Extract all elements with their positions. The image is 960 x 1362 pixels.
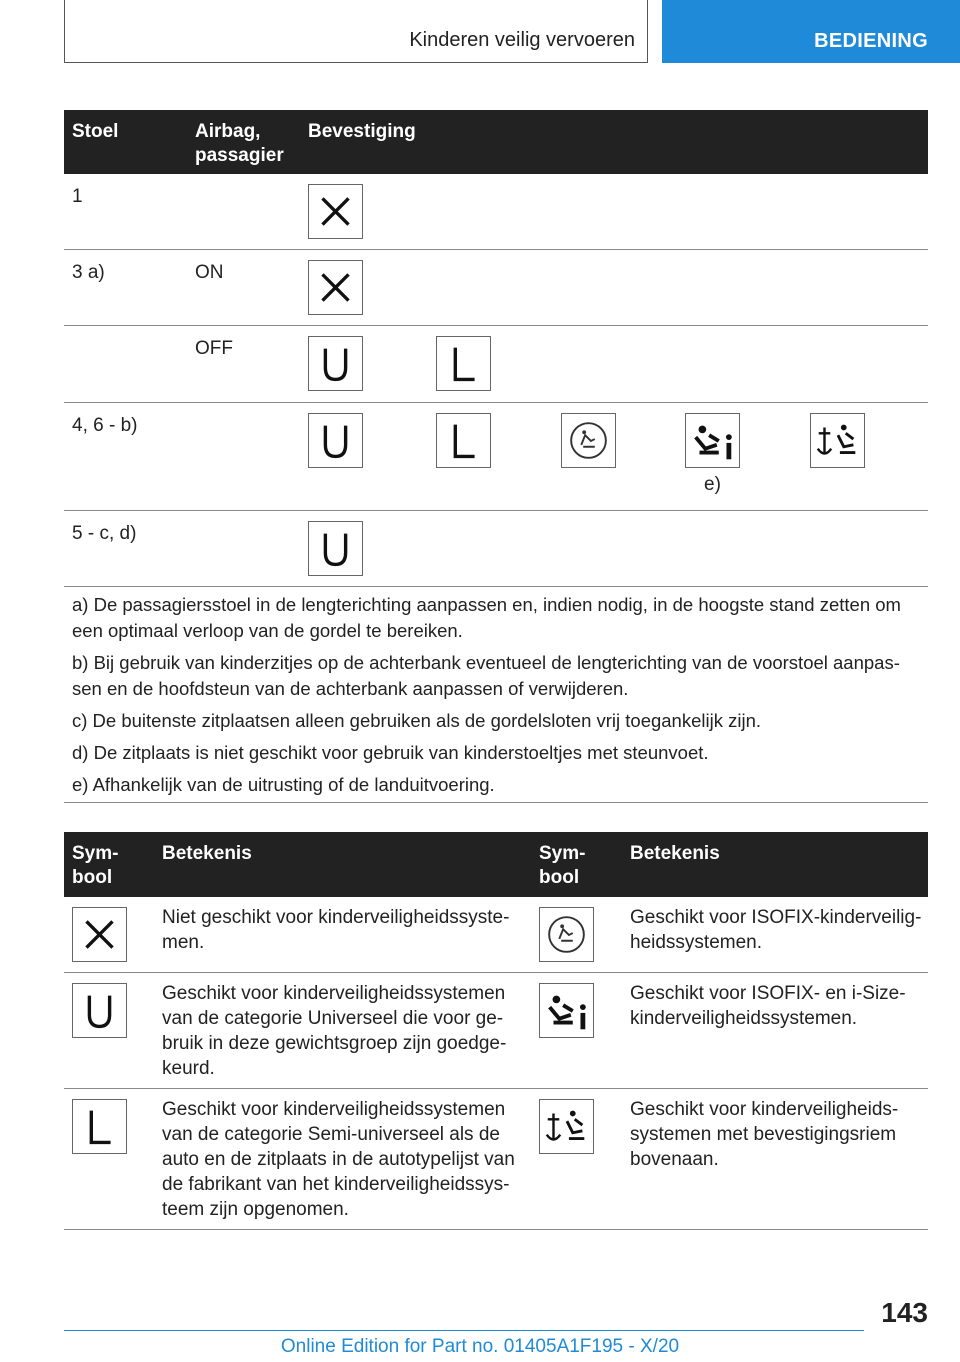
airbag-state: ON — [195, 262, 224, 283]
table-header — [64, 832, 928, 897]
footnote-e-marker: e) — [704, 474, 721, 495]
semi-universal-l-icon — [72, 1099, 127, 1154]
col-header-betekenis: Betekenis — [630, 843, 720, 864]
top-tether-icon — [810, 413, 865, 468]
footer-divider — [64, 1330, 864, 1331]
running-header-section — [64, 0, 648, 63]
semi-universal-l-icon — [436, 336, 491, 391]
col-header-airbag: Airbag, passagier — [195, 121, 284, 166]
symbol-meaning: Geschikt voor kinderveiligheidssystemen van de categorie Universeel die voor ge-bruik in deze gewichtsgroep zijn goedge-keurd. — [162, 983, 507, 1079]
not-suitable-icon — [72, 907, 127, 962]
seat-number: 3 a) — [72, 262, 105, 283]
col-header-bevestiging: Bevestiging — [308, 121, 416, 142]
isofix-i-size-icon — [685, 413, 740, 468]
isofix-icon — [539, 907, 594, 962]
footnote-c: c) De buitenste zitplaatsen alleen gebruiken als de gordelsloten vrij toegankelijk zijn. — [72, 710, 762, 731]
table-row — [64, 973, 928, 1089]
col-header-symbool: Sym- bool — [539, 843, 586, 888]
footnote-d: d) De zitplaats is niet geschikt voor gebruik van kinderstoeltjes met steunvoet. — [72, 742, 709, 763]
symbol-meaning: Geschikt voor kinderveiligheidssystemen van de categorie Semi-universeel als de auto en de zitplaats in de autotypelijst van de fabrikant van het kinderveiligheidssys-teem zijn opgenomen. — [162, 1099, 515, 1220]
not-suitable-icon — [308, 260, 363, 315]
airbag-state: OFF — [195, 338, 233, 359]
child-seat-table — [64, 110, 928, 587]
col-header-symbool: Sym- bool — [72, 843, 119, 888]
universal-u-icon — [308, 336, 363, 391]
table-footnotes — [64, 584, 928, 803]
universal-u-icon — [308, 413, 363, 468]
semi-universal-l-icon — [436, 413, 491, 468]
seat-number: 1 — [72, 186, 83, 207]
isofix-icon — [561, 413, 616, 468]
table-row — [64, 897, 928, 973]
footer-edition: Online Edition for Part no. 01405A1F195 - X/20 — [280, 1336, 680, 1357]
col-header-stoel: Stoel — [72, 121, 119, 142]
table-row — [64, 326, 928, 403]
top-tether-icon — [539, 1099, 594, 1154]
not-suitable-icon — [308, 184, 363, 239]
symbol-meaning: Geschikt voor kinderveiligheids-systemen met bevestigingsriem bovenaan. — [630, 1099, 899, 1170]
footnote-a: a) De passagiersstoel in de lengterichting aanpassen en, indien nodig, in de hoogste stand zetten om een optimaal verloop van de gordel te bereiken. — [72, 594, 901, 641]
col-header-betekenis: Betekenis — [162, 843, 252, 864]
table-row — [64, 174, 928, 250]
seat-number: 4, 6 - b) — [72, 415, 138, 436]
symbol-legend-table — [64, 832, 928, 1230]
seat-number: 5 - c, d) — [72, 523, 137, 544]
table-row — [64, 1089, 928, 1230]
symbol-meaning: Geschikt voor ISOFIX- en i-Size-kinderveiligheidssystemen. — [630, 983, 906, 1029]
running-header-chapter — [662, 0, 960, 63]
universal-u-icon — [308, 521, 363, 576]
symbol-meaning: Niet geschikt voor kinderveiligheidssyste-men. — [162, 907, 510, 953]
chapter-title: BEDIENING — [814, 30, 928, 52]
universal-u-icon — [72, 983, 127, 1038]
table-row — [64, 511, 928, 587]
isofix-i-size-icon — [539, 983, 594, 1038]
footnote-e: e) Afhankelijk van de uitrusting of de landuitvoering. — [72, 774, 495, 795]
page-number: 143 — [881, 1297, 928, 1328]
table-header — [64, 110, 928, 174]
footnote-b: b) Bij gebruik van kinderzitjes op de achterbank eventueel de lengterichting van de voorstoel aanpas-sen en de hoofdsteun van de achterbank aanpassen of verwijderen. — [72, 652, 900, 699]
table-row — [64, 250, 928, 326]
table-row — [64, 403, 928, 511]
section-title: Kinderen veilig vervoeren — [409, 29, 635, 51]
symbol-meaning: Geschikt voor ISOFIX-kinderveilig-heidssystemen. — [630, 907, 922, 953]
